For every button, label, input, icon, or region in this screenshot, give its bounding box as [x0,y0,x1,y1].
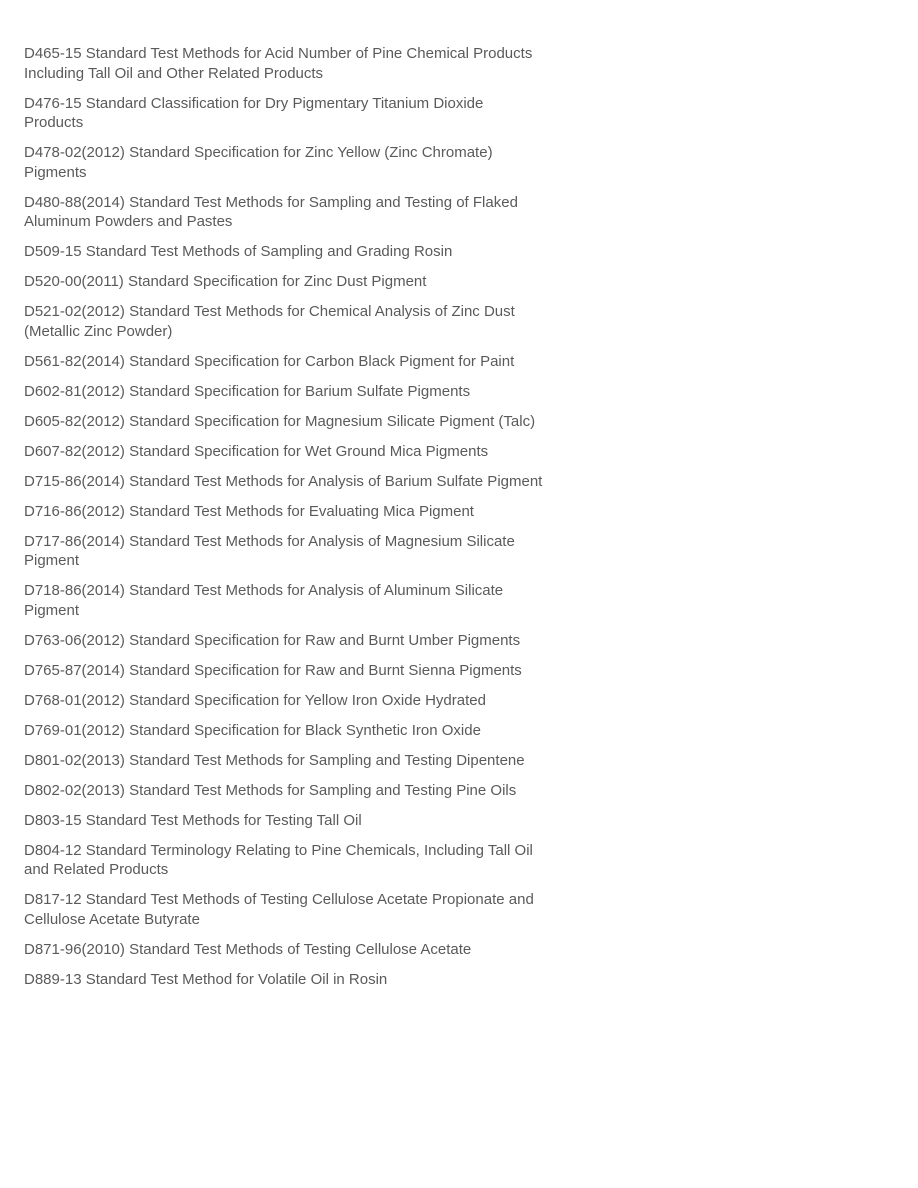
list-item: D602-81(2012) Standard Specification for Barium Sulfate Pigments [24,382,471,400]
list-item: D607-82(2012) Standard Specification for Wet Ground Mica Pigments [24,442,489,460]
list-item: D717-86(2014) Standard Test Methods for Analysis of Magnesium Silicate Pigment [24,532,515,569]
list-item: D521-02(2012) Standard Test Methods for Chemical Analysis of Zinc Dust (Metallic Zinc Powder) [24,303,515,340]
document-page [24,44,544,1000]
list-item: D478-02(2012) Standard Specification for Zinc Yellow (Zinc Chromate) Pigments [24,144,493,181]
list-item: D561-82(2014) Standard Specification for Carbon Black Pigment for Paint [24,352,515,370]
list-item: D765-87(2014) Standard Specification for Raw and Burnt Sienna Pigments [24,661,522,679]
list-item: D763-06(2012) Standard Specification for Raw and Burnt Umber Pigments [24,631,521,649]
list-item: D889-13 Standard Test Method for Volatile Oil in Rosin [24,970,388,988]
list-item: D817-12 Standard Test Methods of Testing Cellulose Acetate Propionate and Cellulose Acetate Butyrate [24,891,534,928]
list-item: D520-00(2011) Standard Specification for Zinc Dust Pigment [24,273,427,290]
list-item: D718-86(2014) Standard Test Methods for Analysis of Aluminum Silicate Pigment [24,582,504,619]
list-item: D480-88(2014) Standard Test Methods for Sampling and Testing of Flaked Aluminum Powders and Pastes [24,193,518,230]
list-item: D605-82(2012) Standard Specification for Magnesium Silicate Pigment (Talc) [24,412,536,430]
list-item: D801-02(2013) Standard Test Methods for Sampling and Testing Dipentene [24,751,525,769]
list-item: D509-15 Standard Test Methods of Sampling and Grading Rosin [24,243,453,260]
standards-list [24,44,544,989]
list-item: D769-01(2012) Standard Specification for Black Synthetic Iron Oxide [24,721,481,739]
list-item: D803-15 Standard Test Methods for Testing Tall Oil [24,811,362,829]
list-item: D804-12 Standard Terminology Relating to Pine Chemicals, Including Tall Oil and Related Products [24,841,533,878]
list-item: D802-02(2013) Standard Test Methods for Sampling and Testing Pine Oils [24,781,517,799]
list-item: D768-01(2012) Standard Specification for Yellow Iron Oxide Hydrated [24,691,486,709]
list-item: D476-15 Standard Classification for Dry Pigmentary Titanium Dioxide Products [24,94,484,131]
list-item: D465-15 Standard Test Methods for Acid Number of Pine Chemical Products Including Tall Oil and Other Related Products [24,45,533,82]
list-item: D716-86(2012) Standard Test Methods for Evaluating Mica Pigment [24,502,474,520]
list-item: D871-96(2010) Standard Test Methods of Testing Cellulose Acetate [24,940,472,958]
list-item: D715-86(2014) Standard Test Methods for Analysis of Barium Sulfate Pigment [24,472,543,490]
